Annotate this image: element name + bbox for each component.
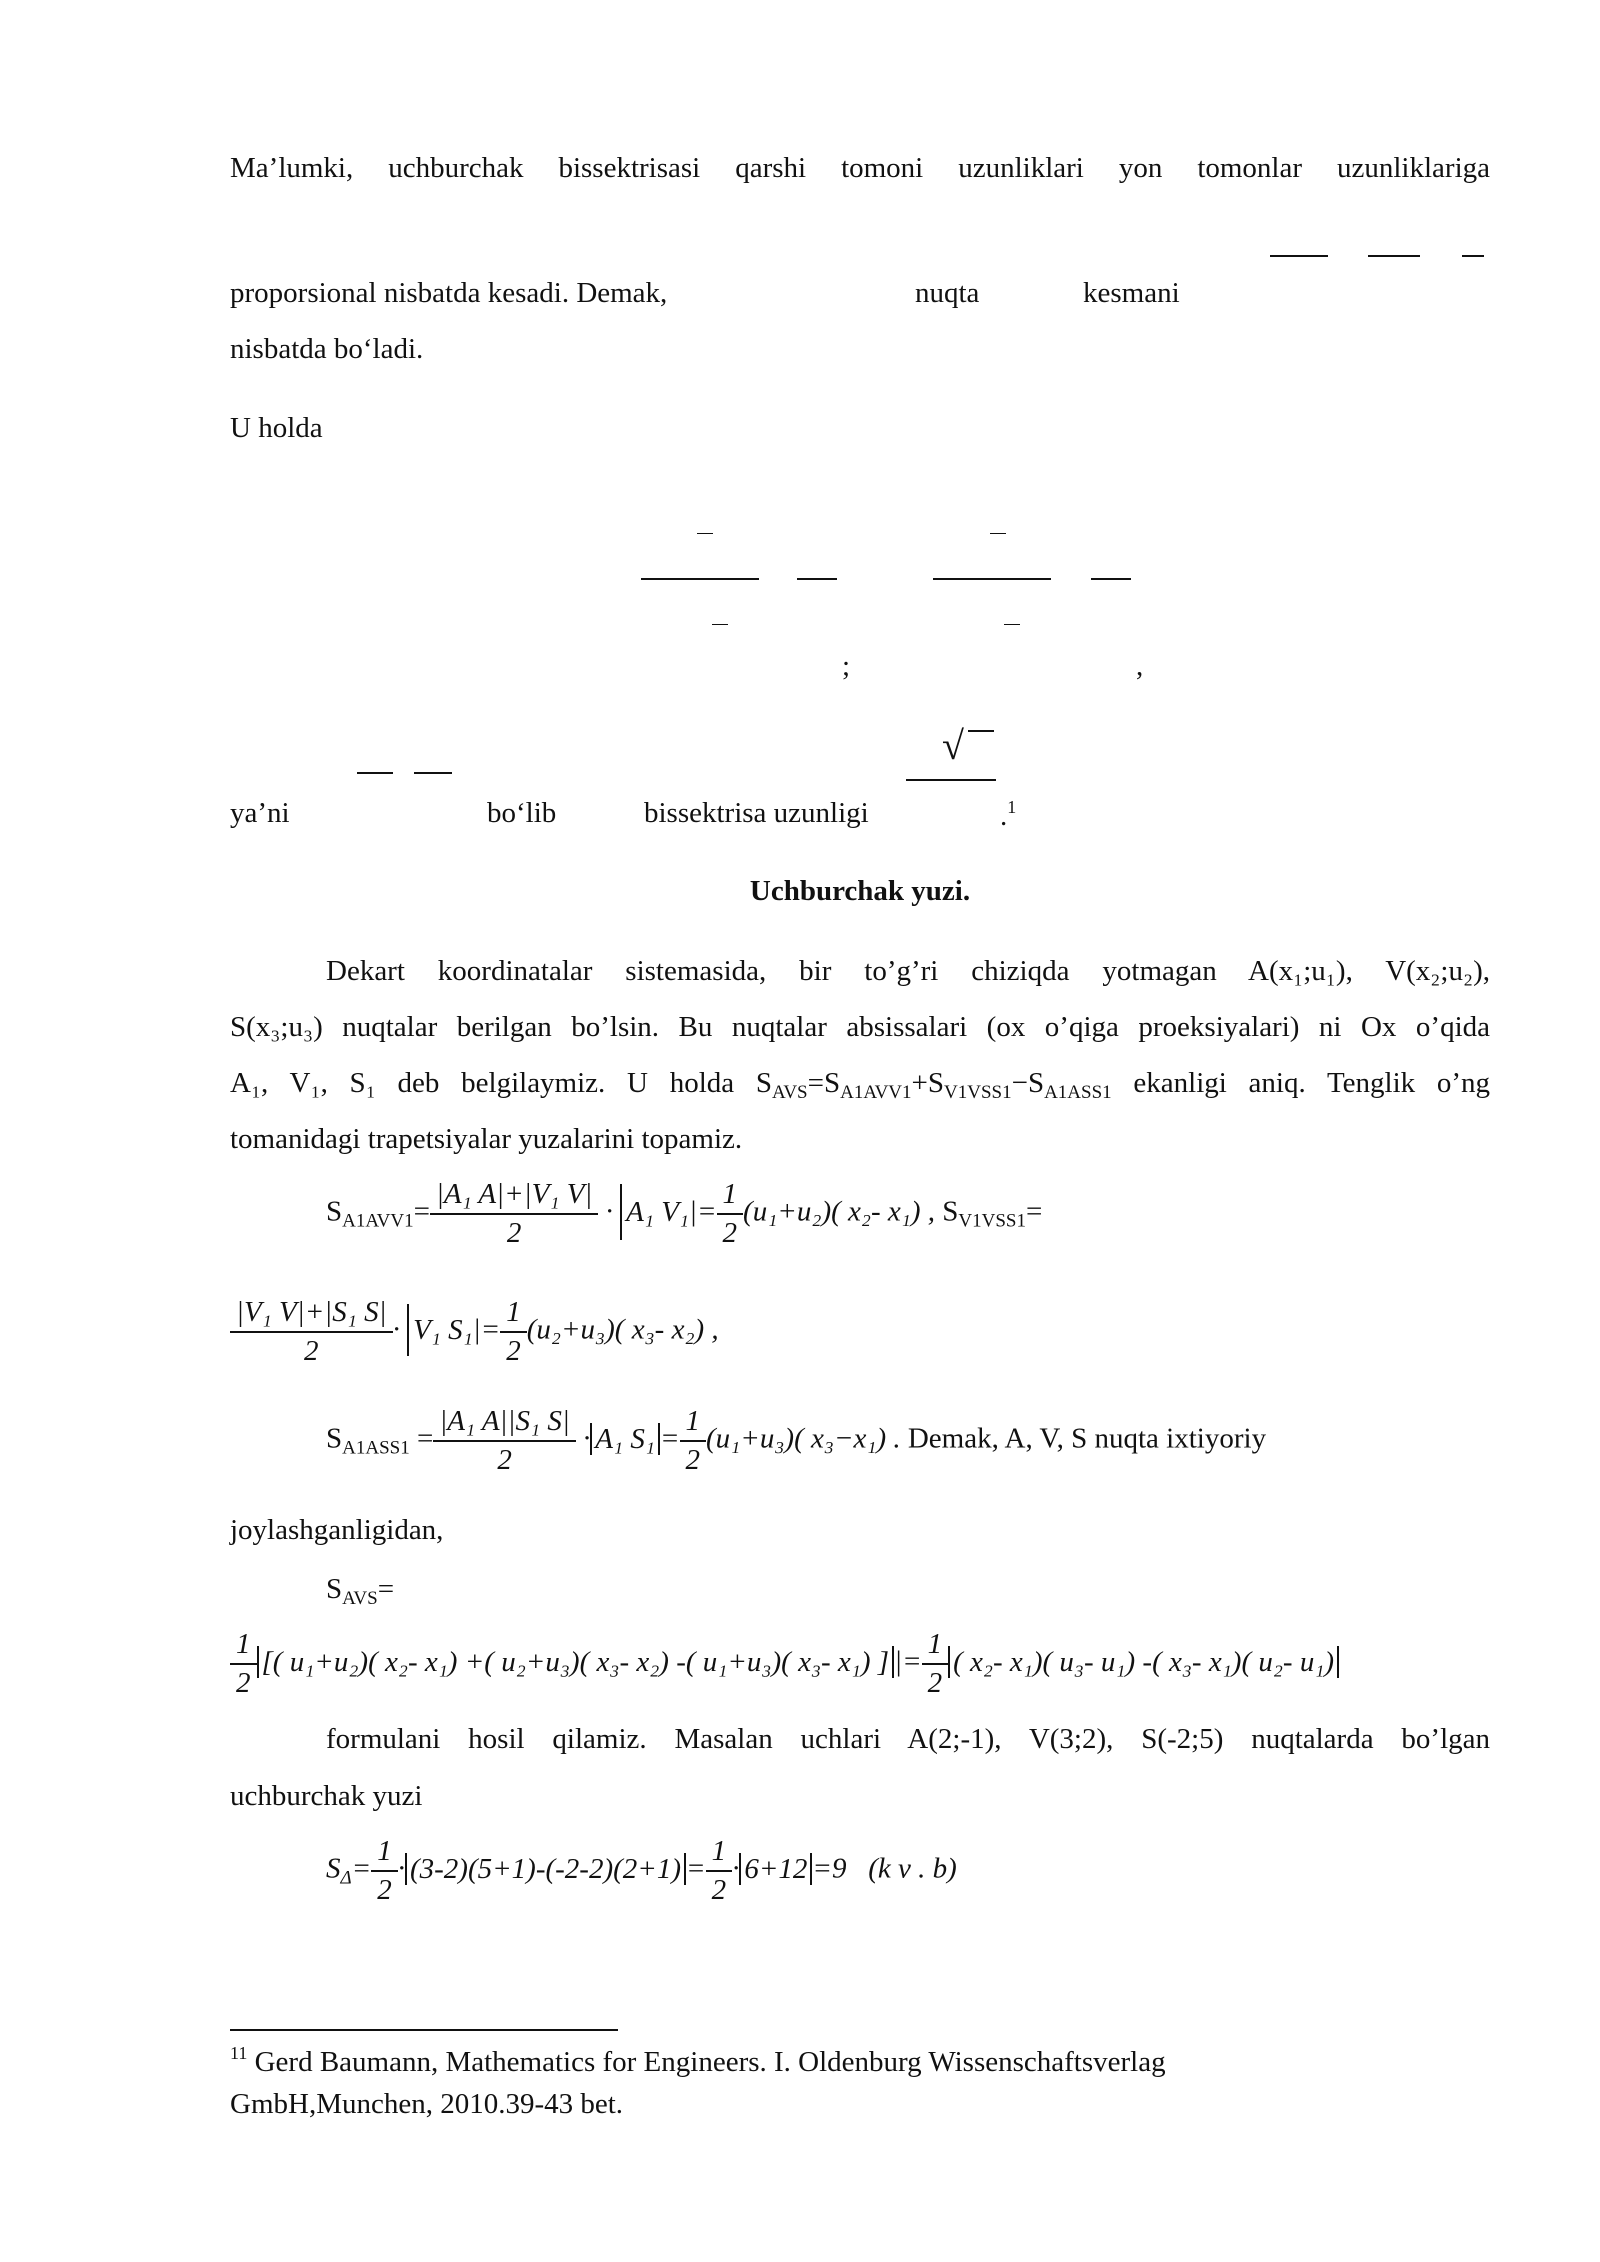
formula-comma: , — [1136, 650, 1144, 682]
equation-1: $S_{A1AVV1}=$ $\frac{\text{|A₁ A|+|V₁ V|}}{2}$ · A₁ V₁|= $\frac{1}{2}$ (u₁+u₂)( x₂- x₁) , $S_{V1VSS1}=$ — [326, 1178, 1043, 1249]
paragraph-1-line-3: nisbatda bo‘ladi. — [230, 333, 424, 365]
u-holda-text: U holda — [230, 412, 323, 444]
fraction-bar — [1462, 255, 1484, 257]
footnote-ref[interactable]: 1 — [1007, 797, 1017, 817]
fraction-bar — [641, 578, 759, 580]
bar-mark — [697, 533, 713, 534]
section-title: Uchburchak yuzi. — [749, 875, 971, 907]
paragraph-1-line-2c: kesmani — [1083, 277, 1180, 309]
footnote-line-1: $^{11}$ Gerd Baumann, Mathematics for Engineers. I. Oldenburg Wissenschaftsverlag — [230, 2043, 1166, 2078]
footnote-line-2: GmbH,Munchen, 2010.39-43 bet. — [230, 2088, 624, 2120]
equation-2: $\frac{\text{|V₁ V|+|S₁ S|}}{2}$ · V₁ S₁|= $\frac{1}{2}$ (u₂+u₃)( x₃- x₂) , — [230, 1296, 719, 1368]
fraction-bar — [1270, 255, 1328, 257]
bar-mark — [712, 624, 728, 625]
fraction-bar — [1091, 578, 1131, 580]
sqrt-bar — [968, 730, 994, 732]
paragraph-3-line-1: formulani hosil qilamiz. Masalan uchlari A(2;-1), V(3;2), S(-2;5) nuqtalarda bo’lgan — [326, 1723, 1490, 1755]
paragraph-3-line-2: uchburchak yuzi — [230, 1780, 423, 1812]
paragraph-1-line-2b: nuqta — [915, 277, 980, 309]
fraction-bar — [1368, 255, 1420, 257]
fraction-bar — [797, 578, 837, 580]
joylashganligidan-text: joylashganligidan, — [230, 1514, 444, 1546]
equation-4: $\frac{1}{2}$ [( u₁+u₂)( x₂- x₁) +( u₂+u₃)( x₃- x₂) -( u₁+u₃)( x₃- x₁) ] |= $\frac{1}{2}$ ( x₂- x₁)( u₃- u₁) -( x₃- x₁)( u₂- u₁) — [230, 1628, 1339, 1700]
period-text: .$^1$ — [1000, 797, 1017, 832]
fraction-bar — [357, 772, 393, 774]
paragraph-1-line-1: Ma’lumki, uchburchak bissektrisasi qarshi tomoni uzunliklari yon tomonlar uzunliklariga — [230, 152, 1490, 184]
savs-label: $S_{AVS}=$ — [326, 1573, 395, 1609]
paragraph-1-line-2a: proporsional nisbatda kesadi. Demak, — [230, 277, 668, 309]
paragraph-2-line-2: S(x₃;u₃) nuqtalar berilgan bo’lsin. Bu nuqtalar absissalari (ox o’qiga proeksiyalari) ni Ox o’qida — [230, 1011, 1490, 1043]
bolib-text: bo‘lib — [487, 797, 557, 829]
equation-5: $S_\Delta=$ $\frac{1}{2}$ · (3-2)(5+1)-(-2-2)(2+1) = $\frac{1}{2}$ · 6+12 =9 (k v . b) — [326, 1835, 957, 1906]
formula-semicolon: ; — [842, 650, 851, 682]
paragraph-2-line-3: A₁, V₁, S₁ deb belgilaymiz. U holda $S_{AVS}=S_{A1AVV1}+S_{V1VSS1}-S_{A1ASS1}$ ekanligi aniq. Tenglik o’ng — [230, 1067, 1491, 1103]
fraction-bar — [906, 779, 996, 781]
fraction-bar — [414, 772, 452, 774]
paragraph-2-line-1: Dekart koordinatalar sistemasida, bir to’g’ri chiziqda yotmagan A(x₁;u₁), V(x₂;u₂), — [326, 955, 1490, 987]
paragraph-2-line-4: tomanidagi trapetsiyalar yuzalarini topamiz. — [230, 1123, 743, 1155]
bissektrisa-text: bissektrisa uzunligi — [644, 797, 869, 829]
equation-3: $S_{A1ASS1}$ = $\frac{\text{|A₁ A||S₁ S|}}{2}$ · A₁ S₁ = $\frac{1}{2}$ (u₁+u₃)( x₃−x₁) . Demak, A, V, S nuqta ixtiyoriy — [326, 1405, 1267, 1476]
yani-text: ya’ni — [230, 797, 290, 829]
bar-mark — [990, 533, 1006, 534]
sqrt-sign: √ — [942, 723, 964, 768]
fraction-bar — [933, 578, 1051, 580]
footnote-separator — [230, 2029, 618, 2031]
bar-mark — [1004, 624, 1020, 625]
